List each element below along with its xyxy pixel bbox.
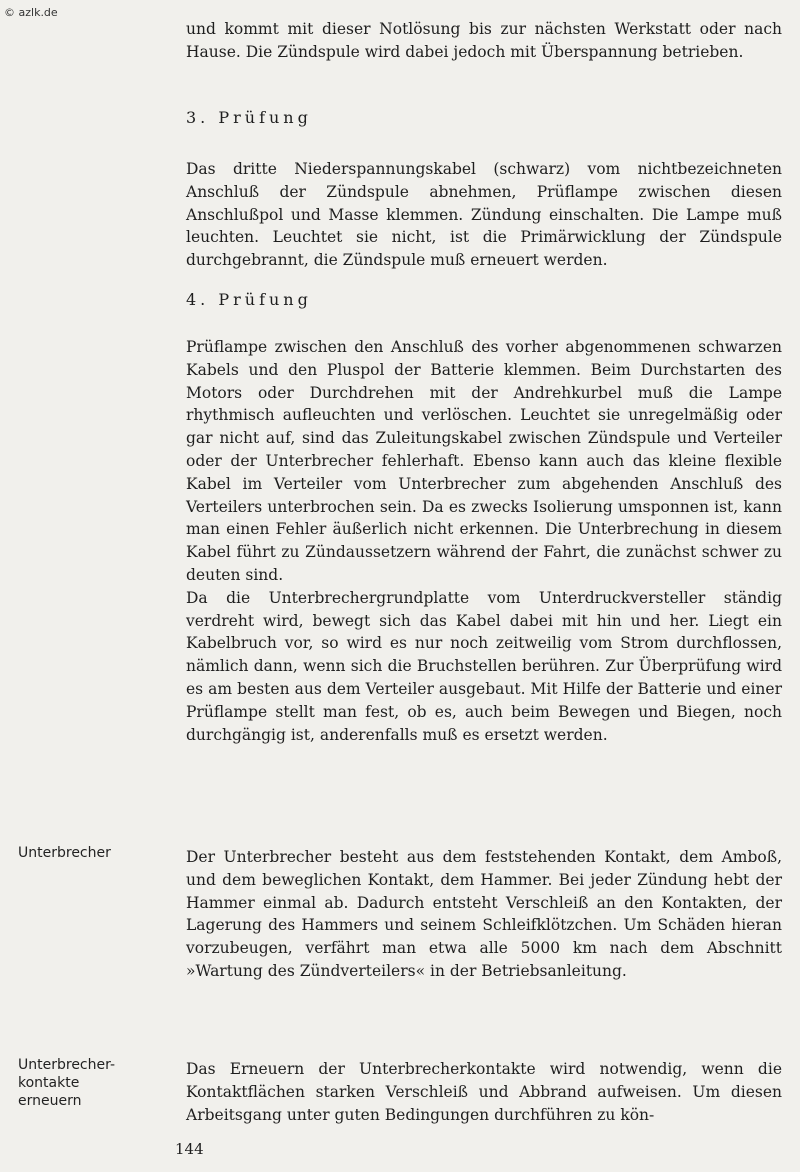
section-4-block — [186, 336, 782, 746]
kontakte-margin-line: erneuern — [18, 1093, 82, 1109]
kontakte-margin-line: kontakte — [18, 1075, 80, 1091]
page-number: 144 — [175, 1140, 204, 1158]
unterbrecher-block — [186, 846, 782, 983]
section-4-text-2: Da die Unterbrechergrundplatte vom Unterdruckversteller ständig verdreht wird, bewegt sich das Kabel dabei mit hin und her. Liegt ein Kabelbruch vor, so wird es nur noch zeitweilig vom Strom durchflossen, nämlich dann, wenn sich die Bruchstellen berühren. Zur Überprüfung wird es am besten aus dem Verteiler ausgebaut. Mit Hilfe der Batterie und einer Prüflampe stellt man fest, ob es, auch beim Bewegen und Biegen, noch durchgängig ist, anderenfalls muß es ersetzt werden. — [186, 588, 782, 744]
unterbrecher-text: Der Unterbrecher besteht aus dem feststehenden Kontakt, dem Amboß, und dem beweglichen Kontakt, dem Hammer. Bei jeder Zündung hebt der Hammer einmal ab. Dadurch entsteht Verschleiß an den Kontakten, der Lagerung des Hammers und seinem Schleifklötzchen. Um Schäden hieran vorzubeugen, verfährt man etwa alle 5000 km nach dem Abschnitt »Wartung des Zündverteilers« in der Betriebsanleitung. — [186, 848, 782, 980]
intro-paragraph-block — [186, 18, 782, 64]
section-4-heading: 4. Prüfung — [186, 290, 312, 309]
section-3-block — [186, 158, 782, 272]
unterbrecher-margin-label: Unterbrecher — [18, 845, 111, 861]
kontakte-margin-label — [18, 1056, 168, 1110]
kontakte-block — [186, 1058, 782, 1126]
kontakte-margin-line: Unterbrecher- — [18, 1057, 116, 1073]
kontakte-text: Das Erneuern der Unterbrecherkontakte wird notwendig, wenn die Kontaktflächen starken Verschleiß und Abbrand aufweisen. Um diesen Arbeitsgang unter guten Bedingungen durchführen zu kön- — [186, 1060, 782, 1124]
section-4-text-1: Prüflampe zwischen den Anschluß des vorher abgenommenen schwarzen Kabels und den Pluspol der Batterie klemmen. Beim Durchstarten des Motors oder Durchdrehen mit der Andrehkurbel muß die Lampe rhythmisch aufleuchten und verlöschen. Leuchtet sie unregelmäßig oder gar nicht auf, sind das Zuleitungskabel zwischen Zündspule und Verteiler oder der Unterbrecher fehlerhaft. Ebenso kann auch das kleine flexible Kabel im Verteiler vom Unterbrecher zum abgehenden Anschluß des Verteilers unterbrochen sein. Da es zwecks Isolierung umsponnen ist, kann man einen Fehler äußerlich nicht erkennen. Die Unterbrechung in diesem Kabel führt zu Zündaussetzern während der Fahrt, die zunächst schwer zu deuten sind. — [186, 338, 782, 584]
section-3-heading: 3. Prüfung — [186, 108, 312, 127]
intro-paragraph: und kommt mit dieser Notlösung bis zur nächsten Werkstatt oder nach Hause. Die Zündspule wird dabei jedoch mit Überspannung betrieben. — [186, 20, 782, 61]
watermark: © azlk.de — [4, 6, 58, 19]
section-3-text: Das dritte Niederspannungskabel (schwarz) vom nichtbezeichneten Anschluß der Zündspule abnehmen, Prüflampe zwischen diesen Anschlußpol und Masse klemmen. Zündung einschalten. Die Lampe muß leuchten. Leuchtet sie nicht, ist die Primärwicklung der Zündspule durchgebrannt, die Zündspule muß erneuert werden. — [186, 160, 782, 270]
